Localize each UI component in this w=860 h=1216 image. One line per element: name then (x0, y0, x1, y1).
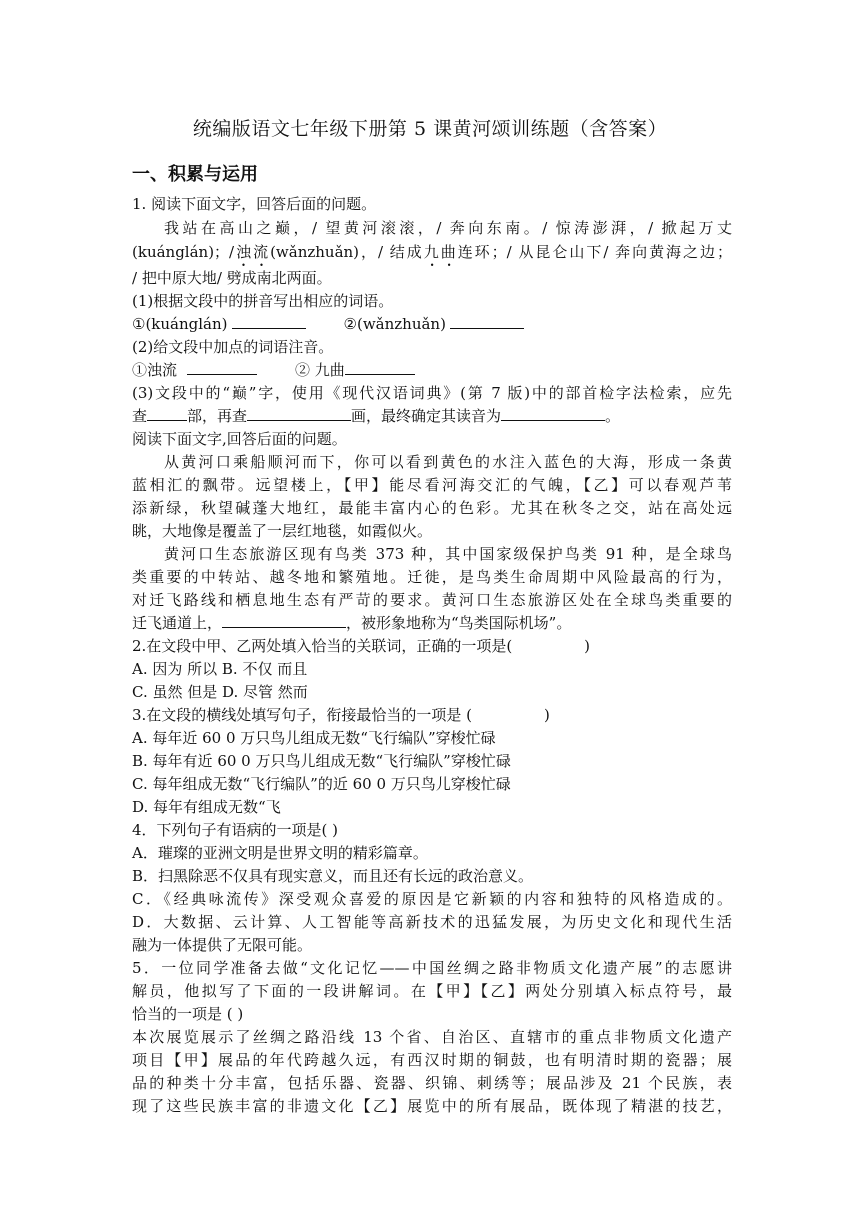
q4-option-a: A．璀璨的亚洲文明是世界文明的精彩篇章。 (132, 844, 428, 862)
q3-option-b: B. 每年有近 60 0 万只鸟儿组成无数“飞行编队”穿梭忙碌 (132, 752, 511, 770)
passage2-p2-line4: 迁飞通道上， ，被形象地称为“鸟类国际机场”。 (132, 614, 572, 632)
q1-sub1-answers: ①(kuánglán) ②(wǎnzhuǎn) (132, 313, 732, 335)
q5-text-line2: 项目【甲】展品的年代跨越久远，有西汉时期的铜鼓，也有明清时期的瓷器；展 (132, 1051, 732, 1069)
q4-option-c: C．《经典咏流传》深受观众喜爱的原因是它新颖的内容和独特的风格造成的。 (132, 890, 732, 908)
q3-option-c: C. 每年组成无数“飞行编队”的近 60 0 万只鸟儿穿梭忙碌 (132, 775, 511, 793)
section-heading: 一、积累与运用 (132, 164, 258, 185)
emphasized-word-zhuoliu: 浊流 (234, 243, 271, 261)
q4-option-d-line1: D．大数据、云计算、人工智能等高新技术的迅猛发展，为历史文化和现代生活 (132, 913, 732, 931)
q5-text-line3: 品的种类十分丰富，包括乐器、瓷器、织锦、刺绣等；展品涉及 21 个民族，表 (132, 1074, 732, 1092)
answer-blank (501, 406, 605, 421)
q4-stem: 4．下列句子有语病的一项是( ) (132, 821, 339, 839)
answer-blank (147, 406, 187, 421)
passage2-p2-line1: 黄河口生态旅游区现有鸟类 373 种，其中国家级保护鸟类 91 种，是全球鸟 (164, 545, 732, 563)
passage2-p1-line4: 眺，大地像是覆盖了一层红地毯，如霞似火。 (132, 522, 433, 540)
q1-sub1: (1)根据文段中的拼音写出相应的词语。 (132, 292, 394, 310)
q5-stem-line1: 5．一位同学准备去做“文化记忆——中国丝绸之路非物质文化遗产展”的志愿讲 (132, 959, 732, 977)
q4-option-b: B．扫黑除恶不仅具有现实意义，而且还有长远的政治意义。 (132, 867, 534, 885)
answer-blank (247, 406, 351, 421)
q4-option-d-line2: 融为一体提供了无限可能。 (132, 936, 313, 954)
q3-stem: 3.在文段的横线处填写句子，衔接最恰当的一项是 ( ) (132, 706, 550, 724)
answer-blank (232, 314, 306, 329)
q5-text-line1: 本次展览展示了丝绸之路沿线 13 个省、自治区、直辖市的重点非物质文化遗产 (132, 1028, 732, 1046)
poem-line-1: 我站在高山之巅，/ 望黄河滚滚，/ 奔向东南。/ 惊涛澎湃，/ 掀起万丈 (164, 219, 732, 237)
q1-sub2-answers: ①浊流 ② 九曲 (132, 359, 732, 381)
passage2-p1-line1: 从黄河口乘船顺河而下，你可以看到黄色的水注入蓝色的大海，形成一条黄 (164, 453, 732, 471)
q2-options-cd: C. 虽然 但是 D. 尽管 然而 (132, 683, 308, 701)
poem-line-3: / 把中原大地/ 劈成南北两面。 (132, 269, 332, 287)
q1-sub3-line2: 查 部，再查 画，最终确定其读音为 。 (132, 407, 621, 425)
poem-line-2: (kuánglán)；/浊流(wǎnzhuǎn)，/ 结成九曲连环；/ 从昆仑山下/ 奔向黄海之边； (132, 243, 732, 261)
q3-option-d: D. 每年有组成无数“飞 (132, 798, 281, 816)
q5-stem-line3: 恰当的一项是 ( ) (132, 1005, 244, 1023)
q1-sub2: (2)给文段中加点的词语注音。 (132, 338, 334, 356)
answer-blank (345, 360, 415, 375)
q2-stem: 2.在文段中甲、乙两处填入恰当的关联词，正确的一项是( ) (132, 637, 591, 655)
passage2-p2-line2: 类重要的中转站、越冬地和繁殖地。迁徙，是鸟类生命周期中风险最高的行为， (132, 568, 732, 586)
q5-text-line4: 现了这些民族丰富的非遗文化【乙】展览中的所有展品，既体现了精湛的技艺， (132, 1097, 732, 1115)
answer-blank (222, 613, 346, 628)
passage2-p1-line3: 添新绿，秋望碱蓬大地红，最能丰富内心的色彩。尤其在秋冬之交，站在高处远 (132, 499, 732, 517)
answer-blank (187, 360, 257, 375)
q5-stem-line2: 解员，他拟写了下面的一段讲解词。在【甲】【乙】两处分别填入标点符号，最 (132, 982, 732, 1000)
q1-intro: 1. 阅读下面文字，回答后面的问题。 (132, 195, 377, 213)
passage2-p2-line3: 对迁飞路线和栖息地生态有严苛的要求。黄河口生态旅游区处在全球鸟类重要的 (132, 591, 732, 609)
answer-blank (450, 314, 524, 329)
q1-sub3-line1: (3)文段中的“巅”字，使用《现代汉语词典》(第 7 版)中的部首检字法检索，应先 (132, 384, 732, 402)
q3-option-a: A. 每年近 60 0 万只鸟儿组成无数“飞行编队”穿梭忙碌 (132, 729, 496, 747)
emphasized-word-jiuqu: 九曲 (423, 243, 458, 261)
document-title: 统编版语文七年级下册第 5 课黄河颂训练题（含答案） (192, 118, 668, 140)
q2-options-ab: A. 因为 所以 B. 不仅 而且 (132, 660, 308, 678)
passage2-intro: 阅读下面文字,回答后面的问题。 (132, 430, 347, 448)
passage2-p1-line2: 蓝相汇的飘带。远望楼上，【甲】能尽看河海交汇的气魄，【乙】可以春观芦苇 (132, 476, 732, 494)
